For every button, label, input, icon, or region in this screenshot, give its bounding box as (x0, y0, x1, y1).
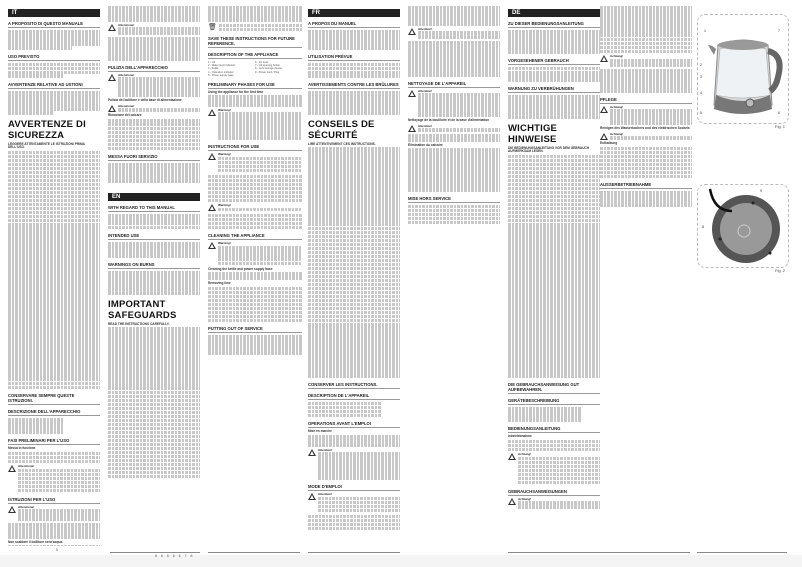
figure-1-caption: Fig. 1 (775, 124, 786, 129)
section-heading: DIE GEBRAUCHSANWEISUNG GUT AUFBEWAHREN. (508, 382, 600, 394)
section-heading: MESSA FUORI SERVIZIO (108, 154, 200, 161)
page-number: 5 (56, 548, 58, 552)
warning-block (600, 133, 692, 141)
callout-6: 6 (778, 111, 780, 115)
warning-icon (508, 453, 516, 460)
subheading: Removing lime (208, 281, 231, 286)
appliance-parts-list (208, 61, 302, 78)
subheading: Inbetriebnahme (508, 434, 532, 439)
subheading: Reinigen des Wasserkochers und des elektrischen Sockels (600, 126, 690, 131)
warning-block (8, 506, 100, 522)
warning-label: Attention! (418, 88, 433, 93)
crossed-bin-icon: 🗑 (208, 23, 217, 31)
section-heading: MISE HORS SERVICE (408, 196, 500, 203)
power-base-illustration (698, 185, 788, 267)
warning-icon (308, 493, 316, 500)
warning-label: Attention! (418, 26, 433, 31)
column-fr (308, 6, 400, 546)
subheading: LIRE ATTENTIVEMENT CES INSTRUCTIONS. (308, 141, 376, 146)
warning-block (208, 204, 302, 212)
figure-2-caption: Fig. 2 (775, 268, 786, 273)
paragraph (508, 67, 600, 83)
lang-bar-it: IT (8, 9, 100, 17)
paragraph (308, 515, 400, 531)
subheading: Entkalkung (600, 141, 618, 146)
paragraph (408, 41, 500, 76)
subheading: Rimozione del calcare (108, 113, 142, 118)
warning-block (208, 109, 302, 140)
warning-label: Warning! (218, 107, 231, 112)
section-heading: CLEANING THE APPLIANCE (208, 233, 302, 240)
callout-4: 4 (700, 91, 702, 95)
warning-icon (308, 449, 316, 456)
warning-label: Attenzione! (18, 504, 35, 509)
callout-3: 3 (700, 75, 702, 79)
warning-label: Warning! (218, 152, 231, 157)
warning-icon (408, 90, 416, 97)
paragraph (508, 30, 600, 54)
section-title: AVVERTENZE DI SICUREZZA (8, 118, 86, 141)
warning-label: Achtung! (610, 54, 624, 59)
warning-block (308, 449, 400, 480)
warning-label: Achtung! (610, 104, 624, 109)
subheading: Messa in funzione (8, 446, 36, 450)
paragraph (108, 242, 200, 258)
section-heading: USO PREVISTO (8, 54, 100, 61)
paragraph (208, 6, 302, 22)
footer-rule (110, 552, 200, 553)
paragraph (8, 63, 100, 79)
subheading: LEGGERE ATTENTAMENTE LE ISTRUZIONI PRIMA DELL'USO. (8, 141, 85, 150)
warning-icon (208, 242, 216, 249)
paragraph (8, 452, 100, 464)
paragraph (308, 147, 400, 378)
warning-label: Attenzione! (118, 22, 135, 27)
subheading: DIE BEDIENUNGSANLEITUNG VOR DEM GEBRAUCH AUFMERKSAM LESEN. (508, 145, 590, 154)
paragraph (508, 95, 600, 119)
column-de-cont (600, 6, 692, 306)
part-item: 9 - Power cord / Plug (255, 70, 280, 74)
part-item: 1 - Lid (208, 60, 216, 64)
section-heading: AVVERTENZE RELATIVE AD USTIONI (8, 82, 100, 89)
section-heading: GERÄTEBESCHREIBUNG (508, 398, 600, 405)
callout-9: 9 (760, 189, 762, 193)
section-heading: UTILISATION PRÉVUE (308, 54, 400, 61)
paragraph (408, 134, 500, 142)
section-heading: INSTRUCTIONS FOR USE (208, 144, 302, 151)
warning-block (208, 242, 302, 266)
part-item: 2 - Water level indicator (208, 63, 236, 67)
footer-rule (697, 552, 787, 553)
subheading: Mise en marche (308, 429, 332, 434)
section-title: IMPORTANT SAFEGUARDS (108, 298, 177, 321)
section-heading: DESCRIZIONE DELL'APPARECCHIO (8, 409, 100, 416)
warning-icon (408, 125, 416, 132)
warning-icon (600, 133, 608, 140)
warning-label: Warning! (218, 203, 231, 208)
paragraph (308, 30, 400, 50)
paragraph (208, 95, 302, 107)
paragraph (208, 287, 302, 322)
warning-block (408, 28, 500, 40)
section-heading: OPERATIONS AVANT L'EMPLOI (308, 421, 400, 428)
paragraph (308, 435, 400, 447)
paragraph (8, 30, 100, 50)
paragraph (600, 191, 692, 207)
warning-icon (508, 498, 516, 505)
subheading: Non scaldare il bollitore senz'acqua. (8, 539, 63, 544)
warning-icon (8, 506, 16, 513)
part-item: 3 - Kettle (208, 67, 219, 71)
paragraph (8, 545, 100, 546)
figure-1-kettle (697, 14, 789, 124)
page-number-series: 6 6 6 6 6 7 8 (155, 554, 194, 558)
paragraph (208, 175, 302, 203)
section-heading: PFLEGE (600, 97, 692, 104)
paragraph (408, 148, 500, 191)
paragraph (208, 272, 302, 280)
subheading: Pulizia del bollitore e della base di alimentazione (108, 98, 182, 103)
section-heading: ZU DIESER BEDIENUNGSANLEITUNG (508, 21, 600, 28)
paragraph (8, 91, 100, 115)
section-heading: MODE D'EMPLOI (308, 484, 400, 491)
paragraph (508, 407, 600, 423)
warning-label: Achtung! (610, 131, 624, 136)
warning-block (108, 24, 200, 36)
section-heading: WARNUNG ZU VERBRÜHUNGEN (508, 86, 600, 93)
section-heading: VORGESEHENER GEBRAUCH (508, 58, 600, 65)
column-en (208, 6, 302, 546)
figure-2-base (697, 184, 789, 268)
callout-2: 2 (700, 63, 702, 67)
section-title: CONSEILS DE SÉCURITÉ (308, 118, 375, 141)
part-item: 8 - Cord storage device (255, 67, 282, 71)
paragraph (108, 214, 200, 230)
subheading: Nettoyage de la bouilloire et de la base d'alimentation (408, 118, 490, 123)
section-heading: A PROPOSITO DI QUESTO MANUALE (8, 21, 100, 28)
part-item: 5 - Power supply base (208, 74, 234, 78)
section-heading: A PROPOS DU MANUEL (308, 21, 400, 28)
warning-label: Attenzione! (118, 72, 135, 77)
warning-block (208, 153, 302, 173)
section-title: WICHTIGE HINWEISE (508, 122, 558, 145)
paragraph (8, 151, 100, 390)
warning-label: Achtung! (518, 496, 532, 501)
subheading: READ THE INSTRUCTIONS CAREFULLY. (108, 321, 170, 326)
column-it (8, 6, 100, 546)
paragraph (308, 63, 400, 79)
warning-icon (108, 74, 116, 81)
warning-label: Warning! (218, 241, 231, 246)
section-heading: PULIZIA DELL'APPARECCHIO (108, 65, 200, 72)
warning-block (108, 105, 200, 113)
section-heading: CONSERVARE SEMPRE QUESTE ISTRUZIONI. (8, 393, 100, 405)
warning-block (108, 74, 200, 98)
paragraph (108, 271, 200, 295)
warning-label: Attention! (418, 123, 433, 128)
warning-label: Achtung! (518, 452, 532, 457)
callout-1: 1 (704, 29, 706, 33)
warning-block (508, 453, 600, 484)
kettle-illustration (698, 15, 788, 123)
paragraph (508, 155, 600, 378)
paragraph (408, 205, 500, 225)
section-heading: AUSSERBETRIEBNAHME (600, 182, 692, 189)
subheading: Élimination du calcaire (408, 142, 443, 147)
warning-block (600, 106, 692, 126)
warning-label: Attention! (318, 492, 333, 497)
part-item: 7 - Lid opening button (255, 63, 281, 67)
section-heading: AVERTISSEMENTS CONTRE LES BRÛLURES (308, 82, 399, 88)
warning-icon (408, 28, 416, 35)
warning-icon (208, 109, 216, 116)
column-it-en (108, 6, 200, 546)
warning-icon (8, 465, 16, 472)
paragraph (108, 327, 200, 478)
paragraph (108, 6, 200, 22)
warning-block (8, 465, 100, 493)
warning-icon (108, 105, 116, 112)
section-heading: PRELIMINARY PHASES FOR USE (208, 82, 302, 89)
section-heading: WARNINGS ON BURNS (108, 262, 200, 269)
section-heading: INTENDED USE (108, 233, 200, 240)
paragraph (600, 6, 692, 22)
section-heading: DESCRIPTION OF THE APPLIANCE (208, 52, 302, 59)
lang-bar-en: EN (108, 193, 200, 201)
section-heading: PUTTING OUT OF SERVICE (208, 326, 302, 333)
warning-block (600, 55, 692, 67)
section-heading: FASI PRELIMINARI PER L'USO (8, 438, 100, 445)
section-heading: CONSERVER LES INSTRUCTIONS. (308, 382, 400, 389)
warning-icon (208, 204, 216, 211)
paragraph (108, 37, 200, 61)
paragraph (600, 147, 692, 178)
callout-8: 8 (702, 225, 704, 229)
section-heading: GEBRAUCHSANWEISUNGEN (508, 489, 600, 496)
paragraph (8, 418, 100, 434)
column-de (508, 6, 600, 546)
callout-7: 7 (778, 29, 780, 33)
paragraph (600, 22, 692, 53)
paragraph (208, 335, 302, 355)
paragraph (600, 69, 692, 93)
warning-block (508, 498, 600, 510)
warning-icon (108, 24, 116, 31)
subheading: Using the appliance for the first time (208, 89, 264, 94)
section-heading: SAVE THESE INSTRUCTIONS FOR FUTURE REFERENCE. (208, 36, 302, 48)
footer-rule (308, 552, 400, 553)
section-heading: BEDIENUNGSANLEITUNG (508, 426, 600, 433)
weee-note (208, 24, 302, 32)
warning-label: Attenzione! (18, 464, 35, 469)
paragraph (8, 523, 100, 539)
footer-rule (600, 552, 690, 553)
section-heading: NETTOYAGE DE L'APPAREIL (408, 81, 500, 88)
warning-block (408, 90, 500, 118)
paragraph (208, 214, 302, 230)
warning-icon (600, 106, 608, 113)
lang-bar-de: DE (508, 9, 600, 17)
warning-label: Attenzione! (118, 103, 135, 108)
footer-rule (508, 552, 600, 553)
section-heading: ISTRUZIONI PER L'USO (8, 497, 100, 504)
subheading: Cleaning the kettle and power supply base (208, 266, 273, 271)
paragraph (508, 440, 600, 452)
warning-icon (208, 153, 216, 160)
warning-icon (600, 55, 608, 62)
section-heading: DESCRIPTION DE L'APPAREIL (308, 393, 400, 400)
paragraph (108, 119, 200, 150)
part-item: 4 - Operation indicator (208, 70, 234, 74)
part-item: 6 - On lever (255, 60, 269, 64)
warning-label: Attention! (318, 447, 333, 452)
paragraph (408, 6, 500, 26)
paragraph (308, 91, 400, 115)
callout-5: 5 (700, 111, 702, 115)
column-fr-cont (408, 6, 500, 546)
warning-block (408, 125, 500, 133)
footer-rule (208, 552, 300, 553)
paragraph (108, 163, 200, 183)
section-heading: WITH REGARD TO THIS MANUAL (108, 205, 200, 212)
paragraph (308, 402, 400, 418)
lang-bar-fr: FR (308, 9, 400, 17)
warning-block (308, 493, 400, 513)
